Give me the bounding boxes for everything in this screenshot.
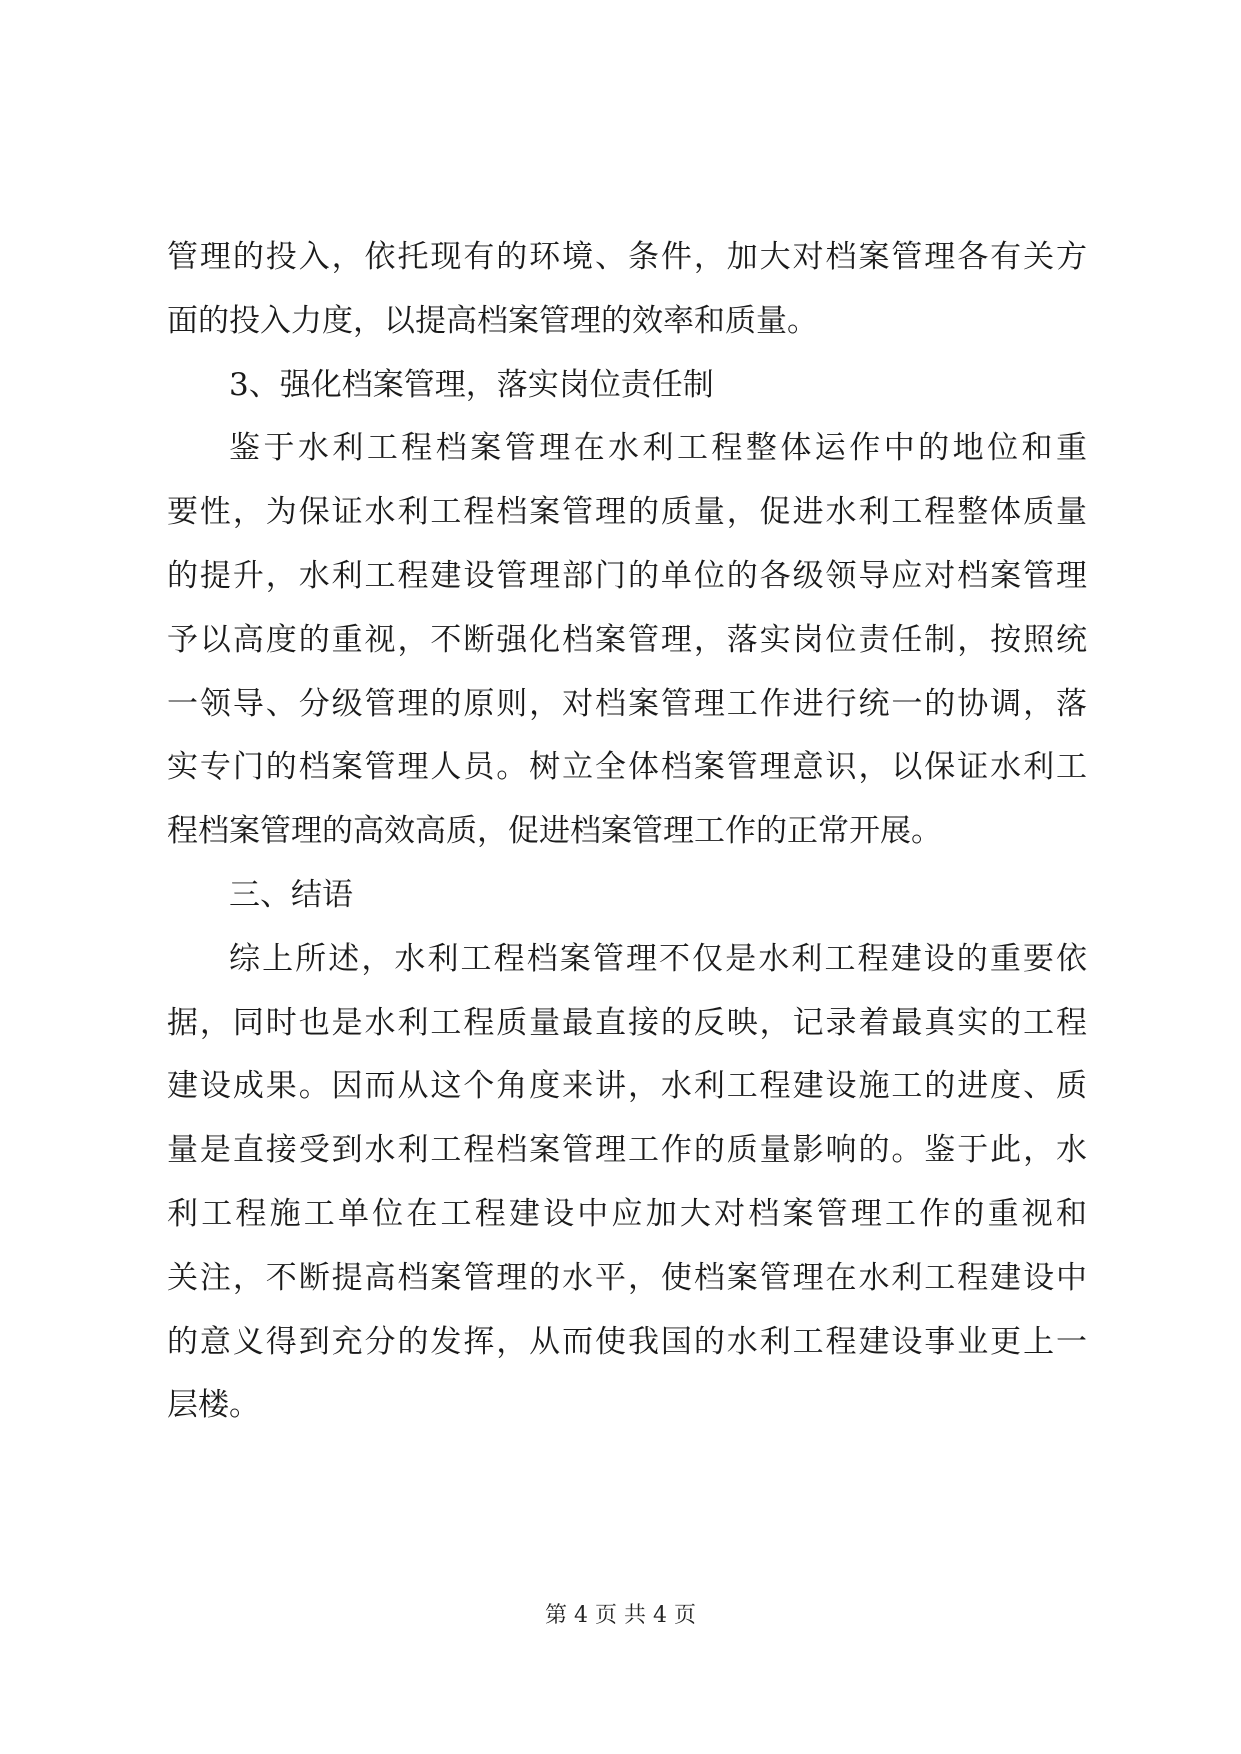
body-line: 关注，不断提高档案管理的水平，使档案管理在水利工程建设中	[167, 1259, 1087, 1296]
body-line: 的意义得到充分的发挥，从而使我国的水利工程建设事业更上一	[167, 1323, 1087, 1360]
body-line: 程档案管理的高效高质，促进档案管理工作的正常开展。	[167, 813, 942, 850]
body-line: 要性，为保证水利工程档案管理的质量，促进水利工程整体质量	[167, 494, 1087, 531]
page-number-footer: 第 4 页 共 4 页	[545, 1603, 696, 1628]
section-heading: 3、强化档案管理，落实岗位责任制	[229, 366, 714, 403]
body-line: 一领导、分级管理的原则，对档案管理工作进行统一的协调，落	[167, 685, 1087, 722]
body-line: 管理的投入，依托现有的环境、条件，加大对档案管理各有关方	[167, 239, 1087, 275]
body-line: 面的投入力度，以提高档案管理的效率和质量。	[167, 302, 818, 339]
body-line: 量是直接受到水利工程档案管理工作的质量影响的。鉴于此，水	[167, 1132, 1087, 1169]
document-body	[167, 226, 1087, 1438]
body-line: 据，同时也是水利工程质量最直接的反映，记录着最真实的工程	[167, 1004, 1087, 1041]
body-line: 的提升，水利工程建设管理部门的单位的各级领导应对档案管理	[167, 557, 1087, 594]
body-line: 实专门的档案管理人员。树立全体档案管理意识，以保证水利工	[167, 749, 1087, 786]
body-line: 鉴于水利工程档案管理在水利工程整体运作中的地位和重	[229, 430, 1087, 467]
body-line: 予以高度的重视，不断强化档案管理，落实岗位责任制，按照统	[167, 621, 1087, 658]
section-heading: 三、结语	[229, 876, 353, 913]
body-line: 建设成果。因而从这个角度来讲，水利工程建设施工的进度、质	[167, 1068, 1087, 1105]
body-line: 利工程施工单位在工程建设中应加大对档案管理工作的重视和	[167, 1195, 1087, 1232]
body-line: 综上所述，水利工程档案管理不仅是水利工程建设的重要依	[229, 940, 1087, 977]
body-line: 层楼。	[167, 1387, 260, 1424]
